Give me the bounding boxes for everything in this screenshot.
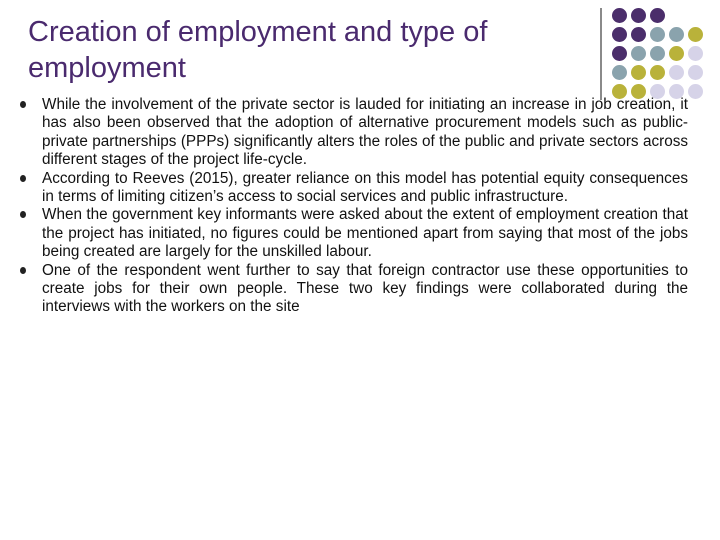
bullet-item — [20, 262, 688, 317]
bullet-text: While the involvement of the private sector is lauded for initiating an increase in job creation, it has also been observed that the adoption of alternative procurement models such as public-private partnerships (PPPs) significantly alters the roles of the public and private sectors across different stages of the project life-cycle. — [42, 96, 688, 169]
decorative-dot — [650, 46, 665, 61]
decorative-dot — [631, 46, 646, 61]
bullet-item — [20, 96, 688, 170]
decorative-dot — [612, 27, 627, 42]
bullet-item — [20, 206, 688, 261]
decorative-dot — [650, 65, 665, 80]
bullet-text: According to Reeves (2015), greater reliance on this model has potential equity consequences in terms of limiting citizen’s access to social services and public infrastructure. — [42, 169, 688, 206]
decorative-dot — [669, 46, 684, 61]
bullet-list — [20, 96, 688, 317]
title-divider-line — [600, 8, 602, 100]
decorative-dot — [650, 8, 665, 23]
decorative-dot — [688, 84, 703, 99]
bullet-point-icon — [20, 211, 26, 218]
decorative-dot — [631, 27, 646, 42]
decorative-dot — [631, 65, 646, 80]
decorative-dot — [612, 8, 627, 23]
decorative-dot — [612, 46, 627, 61]
decorative-dot — [688, 46, 703, 61]
bullet-point-icon — [20, 101, 26, 108]
slide-title: Creation of employment and type of employment — [28, 16, 488, 84]
bullet-text: When the government key informants were asked about the extent of employment creation that the project has initiated, no figures could be mentioned apart from saying that most of the jobs being created are largely for the unskilled labour. — [42, 206, 688, 261]
decorative-dot — [612, 65, 627, 80]
bullet-text: One of the respondent went further to say that foreign contractor use these opportunities to create jobs for their own people. These two key findings were collaborated during the interviews with the workers on the site — [42, 261, 688, 316]
decorative-dot — [688, 27, 703, 42]
bullet-point-icon — [20, 175, 26, 182]
decorative-dot — [631, 8, 646, 23]
bullet-point-icon — [20, 267, 26, 274]
decorative-dot — [688, 65, 703, 80]
decorative-dot-grid — [612, 8, 720, 104]
decorative-dot — [650, 27, 665, 42]
decorative-dot — [669, 65, 684, 80]
decorative-dot — [669, 27, 684, 42]
bullet-item — [20, 170, 688, 207]
